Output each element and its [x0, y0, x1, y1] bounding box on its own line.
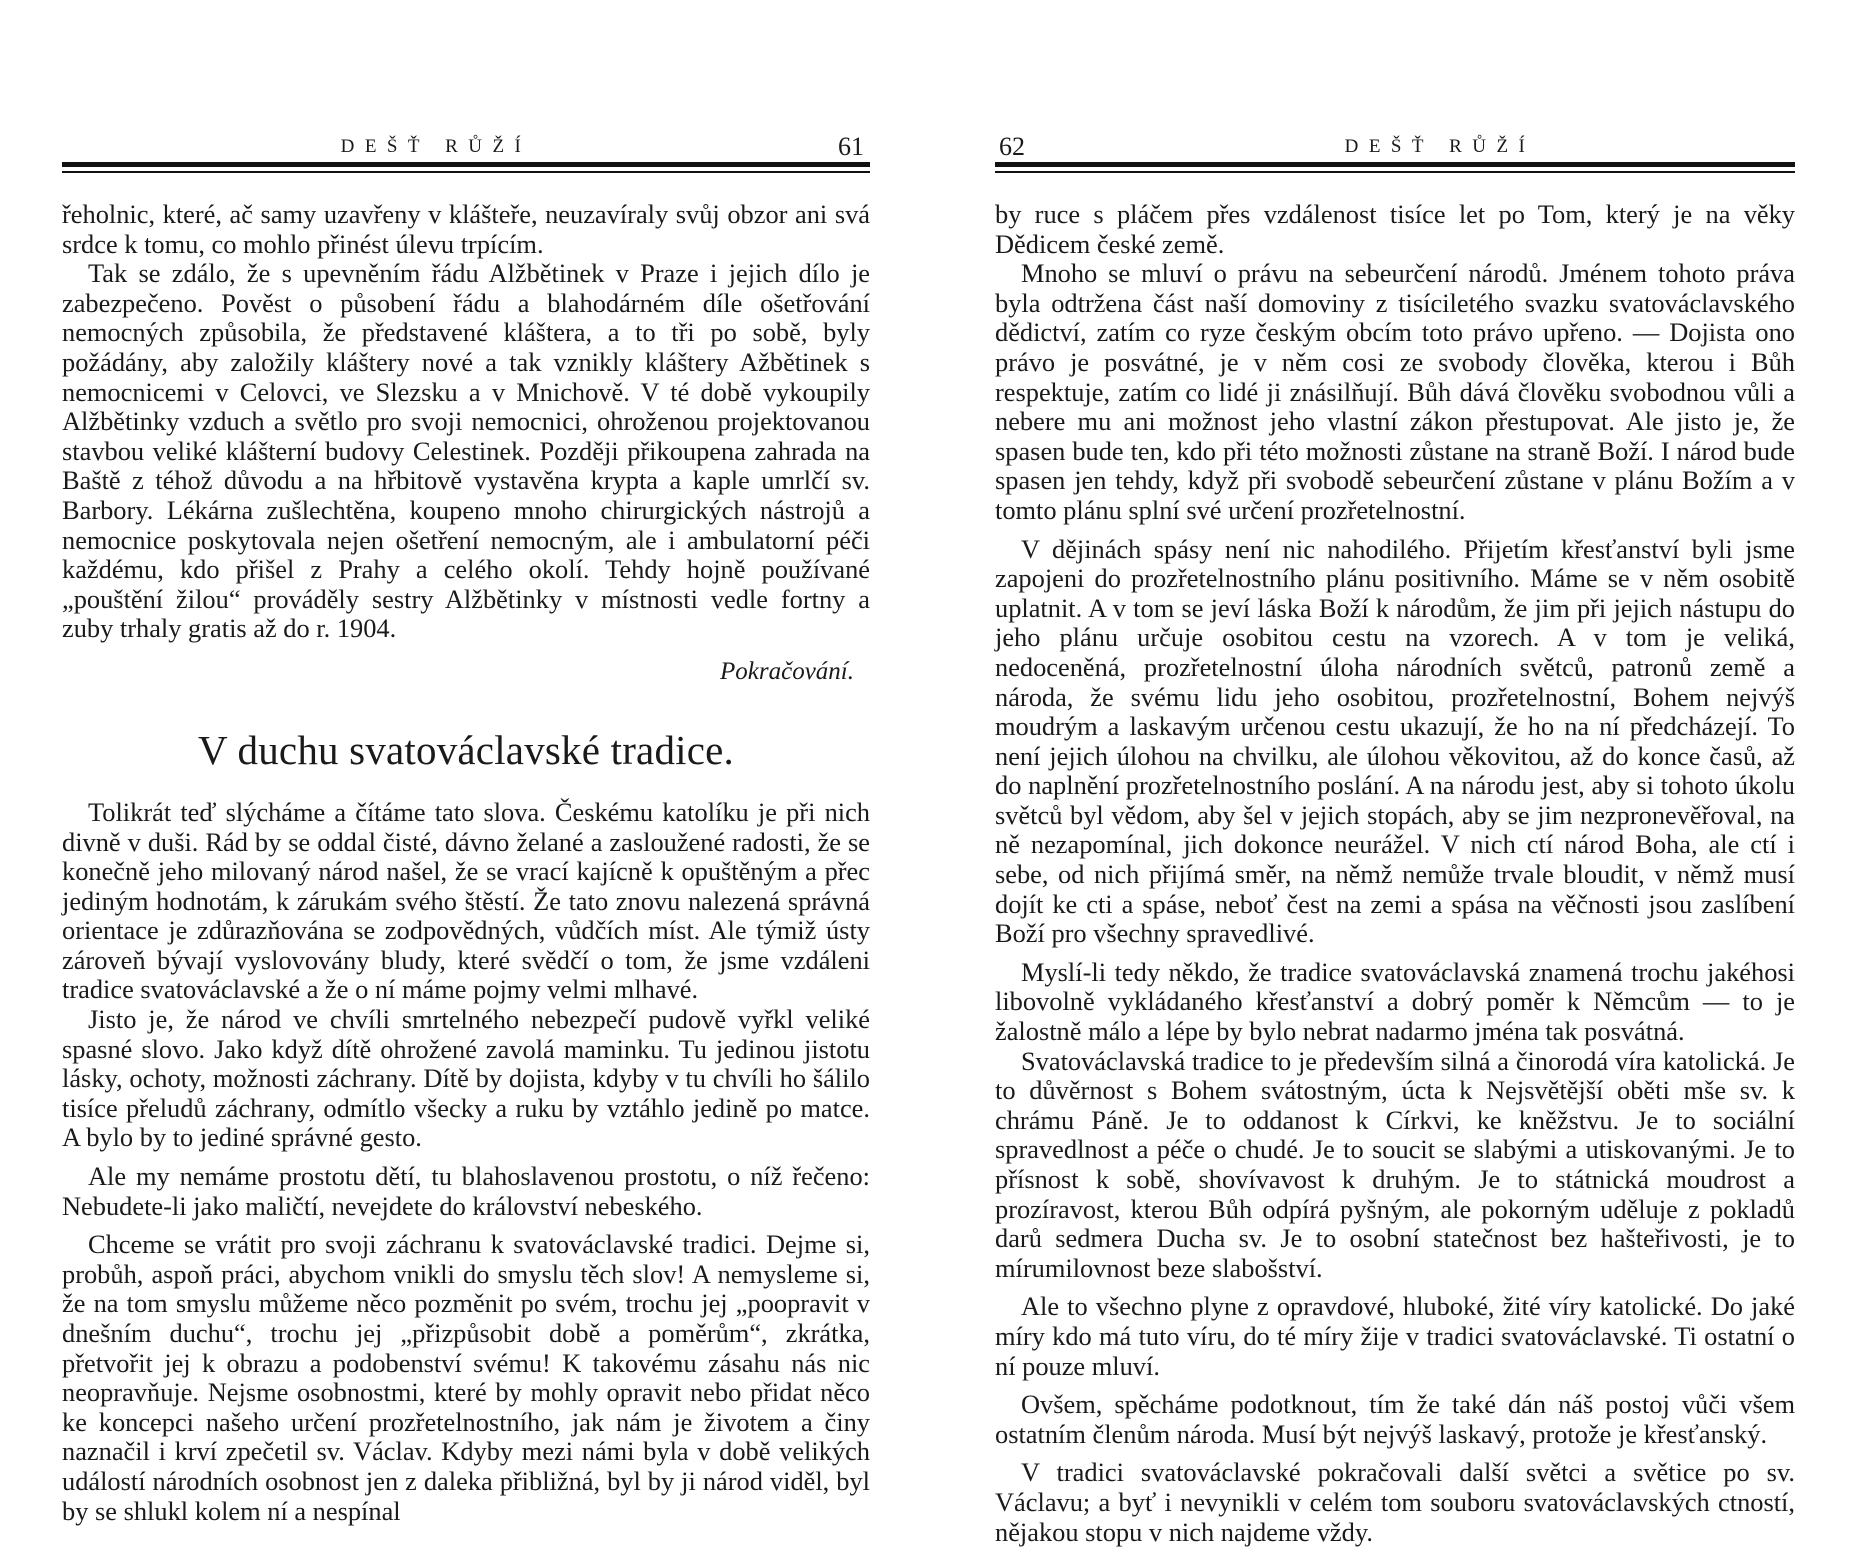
paragraph: Jisto je, že národ ve chvíli smrtelného nebezpečí pudově vyřkl veliké spasné slovo. Jako když dítě ohrožené zavolá maminku. Tu jedinou jistotu lásky, ochoty, možnosti záchrany. Dítě by dojista, kdyby v tu chvíli ho šálilo tisíce přeludů záchrany, odmítlo všecky a ruku by vztáhlo jedině po matce. A bylo by to jediné správné gesto. [62, 1004, 870, 1153]
left-page-body [62, 200, 870, 1526]
header-rule-thick [62, 162, 870, 167]
running-head-left [62, 132, 870, 164]
header-rule-thin [995, 171, 1795, 173]
paragraph: Myslí-li tedy někdo, že tradice svatováclavská znamená trochu jakéhosi libovolně vykládaného křesťanství a dobrý poměr k Němcům — to je žalostně málo a lépe by bylo nebrat nadarmo jména tak posvátná. [995, 956, 1795, 1047]
header-rule-thick [995, 162, 1795, 167]
paragraph: Tak se zdálo, že s upevněním řádu Alžbětinek v Praze i jejich dílo je zabezpečeno. Pověst o působení řádu a blahodárném díle ošetřování nemocných způsobila, že představené kláštera, a to tři po sobě, byly požádány, aby založily kláštery nové a tak vznikly kláštery Ažbětinek s nemocnicemi v Celovci, ve Slezsku a v Mnichově. V té době vykoupily Alžbětinky vzduch a světlo pro svoji nemocnici, ohroženou projektovanou stavbou veliké klášterní budovy Celestinek. Později přikoupena zahrada na Baště z téhož důvodu a na hřbitově vystavěna krypta a kaple umrlčí sv. Barbory. Lékárna zušlechtěna, koupeno mnoho chirurgických nástrojů a nemocnice poskytovala nejen ošetření nemocným, ale i ambulatorní péči každému, kdo přišel z Prahy a celého okolí. Tehdy hojně používané „pouštění žilou“ prováděly sestry Alžbětinky v místnosti vedle fortny a zuby trhaly gratis až do r. 1904. [62, 258, 870, 644]
paragraph: V dějinách spásy není nic nahodilého. Přijetím křesťanství byli jsme zapojeni do prozřetelnostního plánu positivního. Máme se v něm osobitě uplatnit. A v tom se jeví láska Boží k národům, že jim při jejich nástupu do jeho plánu určuje osobitou cestu na vzorech. A v tom je veliká, nedoceněná, prozřetelnostní úloha národních světců, patronů země a národa, že svému lidu jeho osobitou, prozřetelnostní, Bohem nejvýš moudrým a laskavým určenou cestu ukazují, že ho na ní předcházejí. To není jejich úlohou na chvilku, ale úlohou věkovitou, až do konce časů, až do naplnění prozřetelnostního poslání. A na národu jest, aby si tohoto úkolu světců byl vědom, aby šel v jejich stopách, aby se jim nezpronevěřoval, na ně nezapomínal, jich dokonce neurážel. V nich ctí národ Boha, ale ctí i sebe, od nich přijímá směr, na němž nemůže trvale bloudit, v němž musí dojít ke cti a spáse, neboť čest na zemi a spása na věčnosti jsou zaslíbení Boží pro všechny spravedlivé. [995, 533, 1795, 949]
paragraph: Ale my nemáme prostotu dětí, tu blahoslavenou prostotu, o níž řečeno: Nebudete-li jako maličtí, nevejdete do království nebeského. [62, 1161, 870, 1221]
running-title: DEŠŤ RŮŽÍ [1344, 136, 1536, 157]
paragraph: Chceme se vrátit pro svoji záchranu k svatováclavské tradici. Dejme si, probůh, aspoň práci, abychom vnikli do smyslu těch slov! A nemysleme si, že na tom smyslu můžeme něco pozměnit po svém, trochu jej „poopravit v dnešním duchu“, trochu jej „přizpůsobit době a poměrům“, zkrátka, přetvořit jej k obrazu a podobenství svému! K takovému zásahu nás nic neopravňuje. Nejsme osobnostmi, které by mohly opravit nebo přidat něco ke koncepci našeho určení prozřetelnostního, jak nám je životem a činy naznačil i krví zpečetil sv. Václav. Kdyby mezi námi byla v době velikých událostí národních osobnost jen z daleka přibližná, byl by ji národ viděl, byl by se shlukl kolem ní a nespínal [62, 1229, 870, 1526]
paragraph-continued: řeholnic, které, ač samy uzavřeny v klášteře, neuzavíraly svůj obzor ani svá srdce k tomu, co mohlo přinést úlevu trpícím. [62, 199, 870, 259]
header-rule-thin [62, 171, 870, 173]
running-title: DEŠŤ RŮŽÍ [340, 136, 532, 157]
paragraph: Tolikrát teď slýcháme a čítáme tato slova. Českému katolíku je při nich divně v duši. Rád by se oddal čisté, dávno želané a zasloužené radosti, že se konečně jeho milovaný národ našel, že se vrací kajícně k opuštěným a přec jediným hodnotám, k zárukám svého štěstí. Že tato znovu nalezená správná orientace je zdůrazňována se zodpovědných, vůdčích míst. Ale týmiž ústy zároveň bývají vyslovovány bludy, které svědčí o tom, že jsme vzdáleni tradice svatováclavské a že o ní máme pojmy velmi mlhavé. [62, 796, 870, 1005]
paragraph: Ale to všechno plyne z opravdové, hluboké, žité víry katolické. Do jaké míry kdo má tuto víru, do té míry žije v tradici svatováclavské. Ti ostatní o ní pouze mluví. [995, 1291, 1795, 1381]
paragraph: Svatováclavská tradice to je především silná a činorodá víra katolická. Je to důvěrnost s Bohem svátostným, úcta k Nejsvětější oběti mše sv. k chrámu Páně. Je to oddanost k Církvi, ke kněžstvu. Je to sociální spravedlnost a péče o chudé. Je to soucit se slabými a utiskovanými. Je to přísnost k sobě, shovívavost k druhým. Je to státnická moudrost a prozíravost, kterou Bůh odpírá pyšným, ale pokorným uděluje z pokladů darů sedmera Ducha sv. Je to osobní statečnost bez hašteřivosti, je to mírumilovnost beze slabošství. [995, 1045, 1795, 1283]
page-number: 62 [999, 132, 1025, 161]
paragraph: V tradici svatováclavské pokračovali další světci a světice po sv. Václavu; a byť i nevynikli v celém tom souboru svatováclavských ctností, nějakou stopu v nich najdeme vždy. [995, 1457, 1795, 1547]
left-page [62, 0, 870, 1526]
article-title: V duchu svatováclavské tradice. [198, 726, 734, 773]
right-page [995, 0, 1795, 1547]
right-page-body [995, 200, 1795, 1547]
paragraph: Mnoho se mluví o právu na sebeurčení národů. Jménem tohoto práva byla odtržena část naší domoviny z tisíciletého svazku svatováclavského dědictví, zatím co ryze českým obcím toto právo upřeno. — Dojista ono právo je posvátné, je v něm cosi ze svobody člověka, kterou i Bůh respektuje, zatím co lidé ji znásilňují. Bůh dává člověku svobodnou vůli a nebere mu ani možnost jeho vlastní zákon přestupovat. Ale jisto je, že spasen bude ten, kdo při této možnosti zůstane na straně Boží. I národ bude spasen jen tehdy, když při svobodě sebeurčení zůstane v plánu Božím a v tomto plánu splní své určení prozřetelnostní. [995, 258, 1795, 525]
running-head-right [995, 132, 1795, 164]
paragraph-continued: by ruce s pláčem přes vzdálenost tisíce let po Tom, který je na věky Dědicem české země. [995, 199, 1795, 259]
paragraph: Ovšem, spěcháme podotknout, tím že také dán náš postoj vůči všem ostatním členům národa. Musí být nejvýš laskavý, protože je křesťanský. [995, 1389, 1795, 1449]
to-be-continued-note: Pokračování. [720, 657, 854, 685]
page-number: 61 [838, 132, 864, 161]
